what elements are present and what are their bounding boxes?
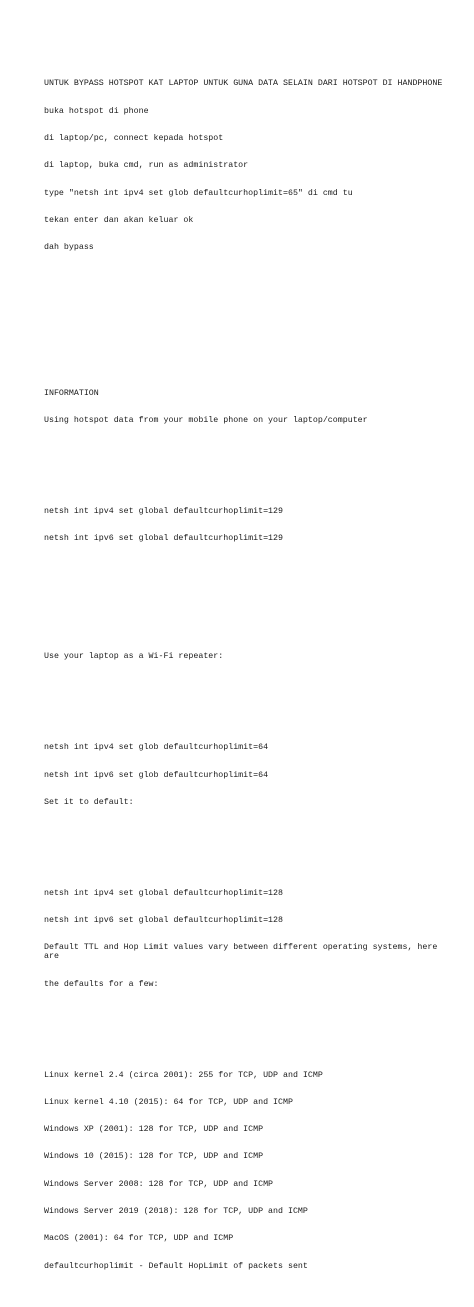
text-line: buka hotspot di phone	[44, 106, 149, 116]
list-item: Windows 10 (2015): 128 for TCP, UDP and ICMP	[44, 1152, 264, 1162]
spacer	[44, 843, 454, 852]
section-hotspot-commands	[44, 489, 454, 562]
spacer	[44, 580, 454, 589]
text-line: di laptop, buka cmd, run as administrator	[44, 161, 249, 171]
text-line: defaultcurhoplimit - Default HopLimit of packets sent	[44, 1261, 308, 1271]
list-item: Linux kernel 4.10 (2015): 64 for TCP, UDP and ICMP	[44, 1097, 293, 1107]
text-line: Using hotspot data from your mobile phone on your laptop/computer	[44, 415, 368, 425]
text-line: di laptop/pc, connect kepada hotspot	[44, 133, 224, 143]
text-line: tekan enter dan akan keluar ok	[44, 215, 194, 225]
list-item: Windows Server 2019 (2018): 128 for TCP, UDP and ICMP	[44, 1207, 308, 1216]
spacer	[44, 1025, 454, 1034]
command-line: netsh int ipv6 set global defaultcurhoplimit=129	[44, 534, 283, 544]
spacer	[44, 698, 454, 707]
section-repeater-commands	[44, 725, 454, 825]
section-os-list	[44, 1052, 454, 1288]
spacer	[44, 461, 454, 470]
section-default	[44, 871, 454, 1007]
information-heading: INFORMATION	[44, 388, 99, 398]
list-item: Linux kernel 2.4 (circa 2001): 255 for TCP, UDP and ICMP	[44, 1070, 323, 1080]
spacer	[44, 343, 454, 352]
section-repeater-title	[44, 634, 454, 679]
section-bypass	[44, 61, 454, 270]
section-information	[44, 370, 454, 443]
command-line: netsh int ipv6 set glob defaultcurhoplimit=64	[44, 770, 269, 780]
text-line: the defaults for a few:	[44, 979, 159, 989]
spacer	[44, 607, 454, 616]
text-line: Set it to default:	[44, 797, 134, 807]
list-item: Windows Server 2008: 128 for TCP, UDP and ICMP	[44, 1179, 274, 1189]
spacer	[44, 316, 454, 325]
command-line: netsh int ipv6 set global defaultcurhoplimit=128	[44, 916, 283, 925]
text-line: type "netsh int ipv4 set glob defaultcurhoplimit=65" di cmd tu	[44, 188, 353, 198]
list-item: Windows XP (2001): 128 for TCP, UDP and ICMP	[44, 1125, 264, 1135]
command-line: netsh int ipv4 set glob defaultcurhoplimit=64	[44, 743, 269, 753]
list-item: MacOS (2001): 64 for TCP, UDP and ICMP	[44, 1234, 234, 1244]
bypass-heading: UNTUK BYPASS HOTSPOT KAT LAPTOP UNTUK GUNA DATA SELAIN DARI HOTSPOT DI HANDPHONE	[44, 79, 443, 89]
spacer	[44, 289, 454, 298]
text-line: Default TTL and Hop Limit values vary between different operating systems, here are	[44, 943, 443, 962]
text-line: dah bypass	[44, 243, 94, 253]
command-line: netsh int ipv4 set global defaultcurhoplimit=129	[44, 506, 283, 516]
document-text	[44, 43, 454, 1307]
command-line: netsh int ipv4 set global defaultcurhoplimit=128	[44, 888, 283, 898]
repeater-heading: Use your laptop as a Wi-Fi repeater:	[44, 652, 224, 662]
